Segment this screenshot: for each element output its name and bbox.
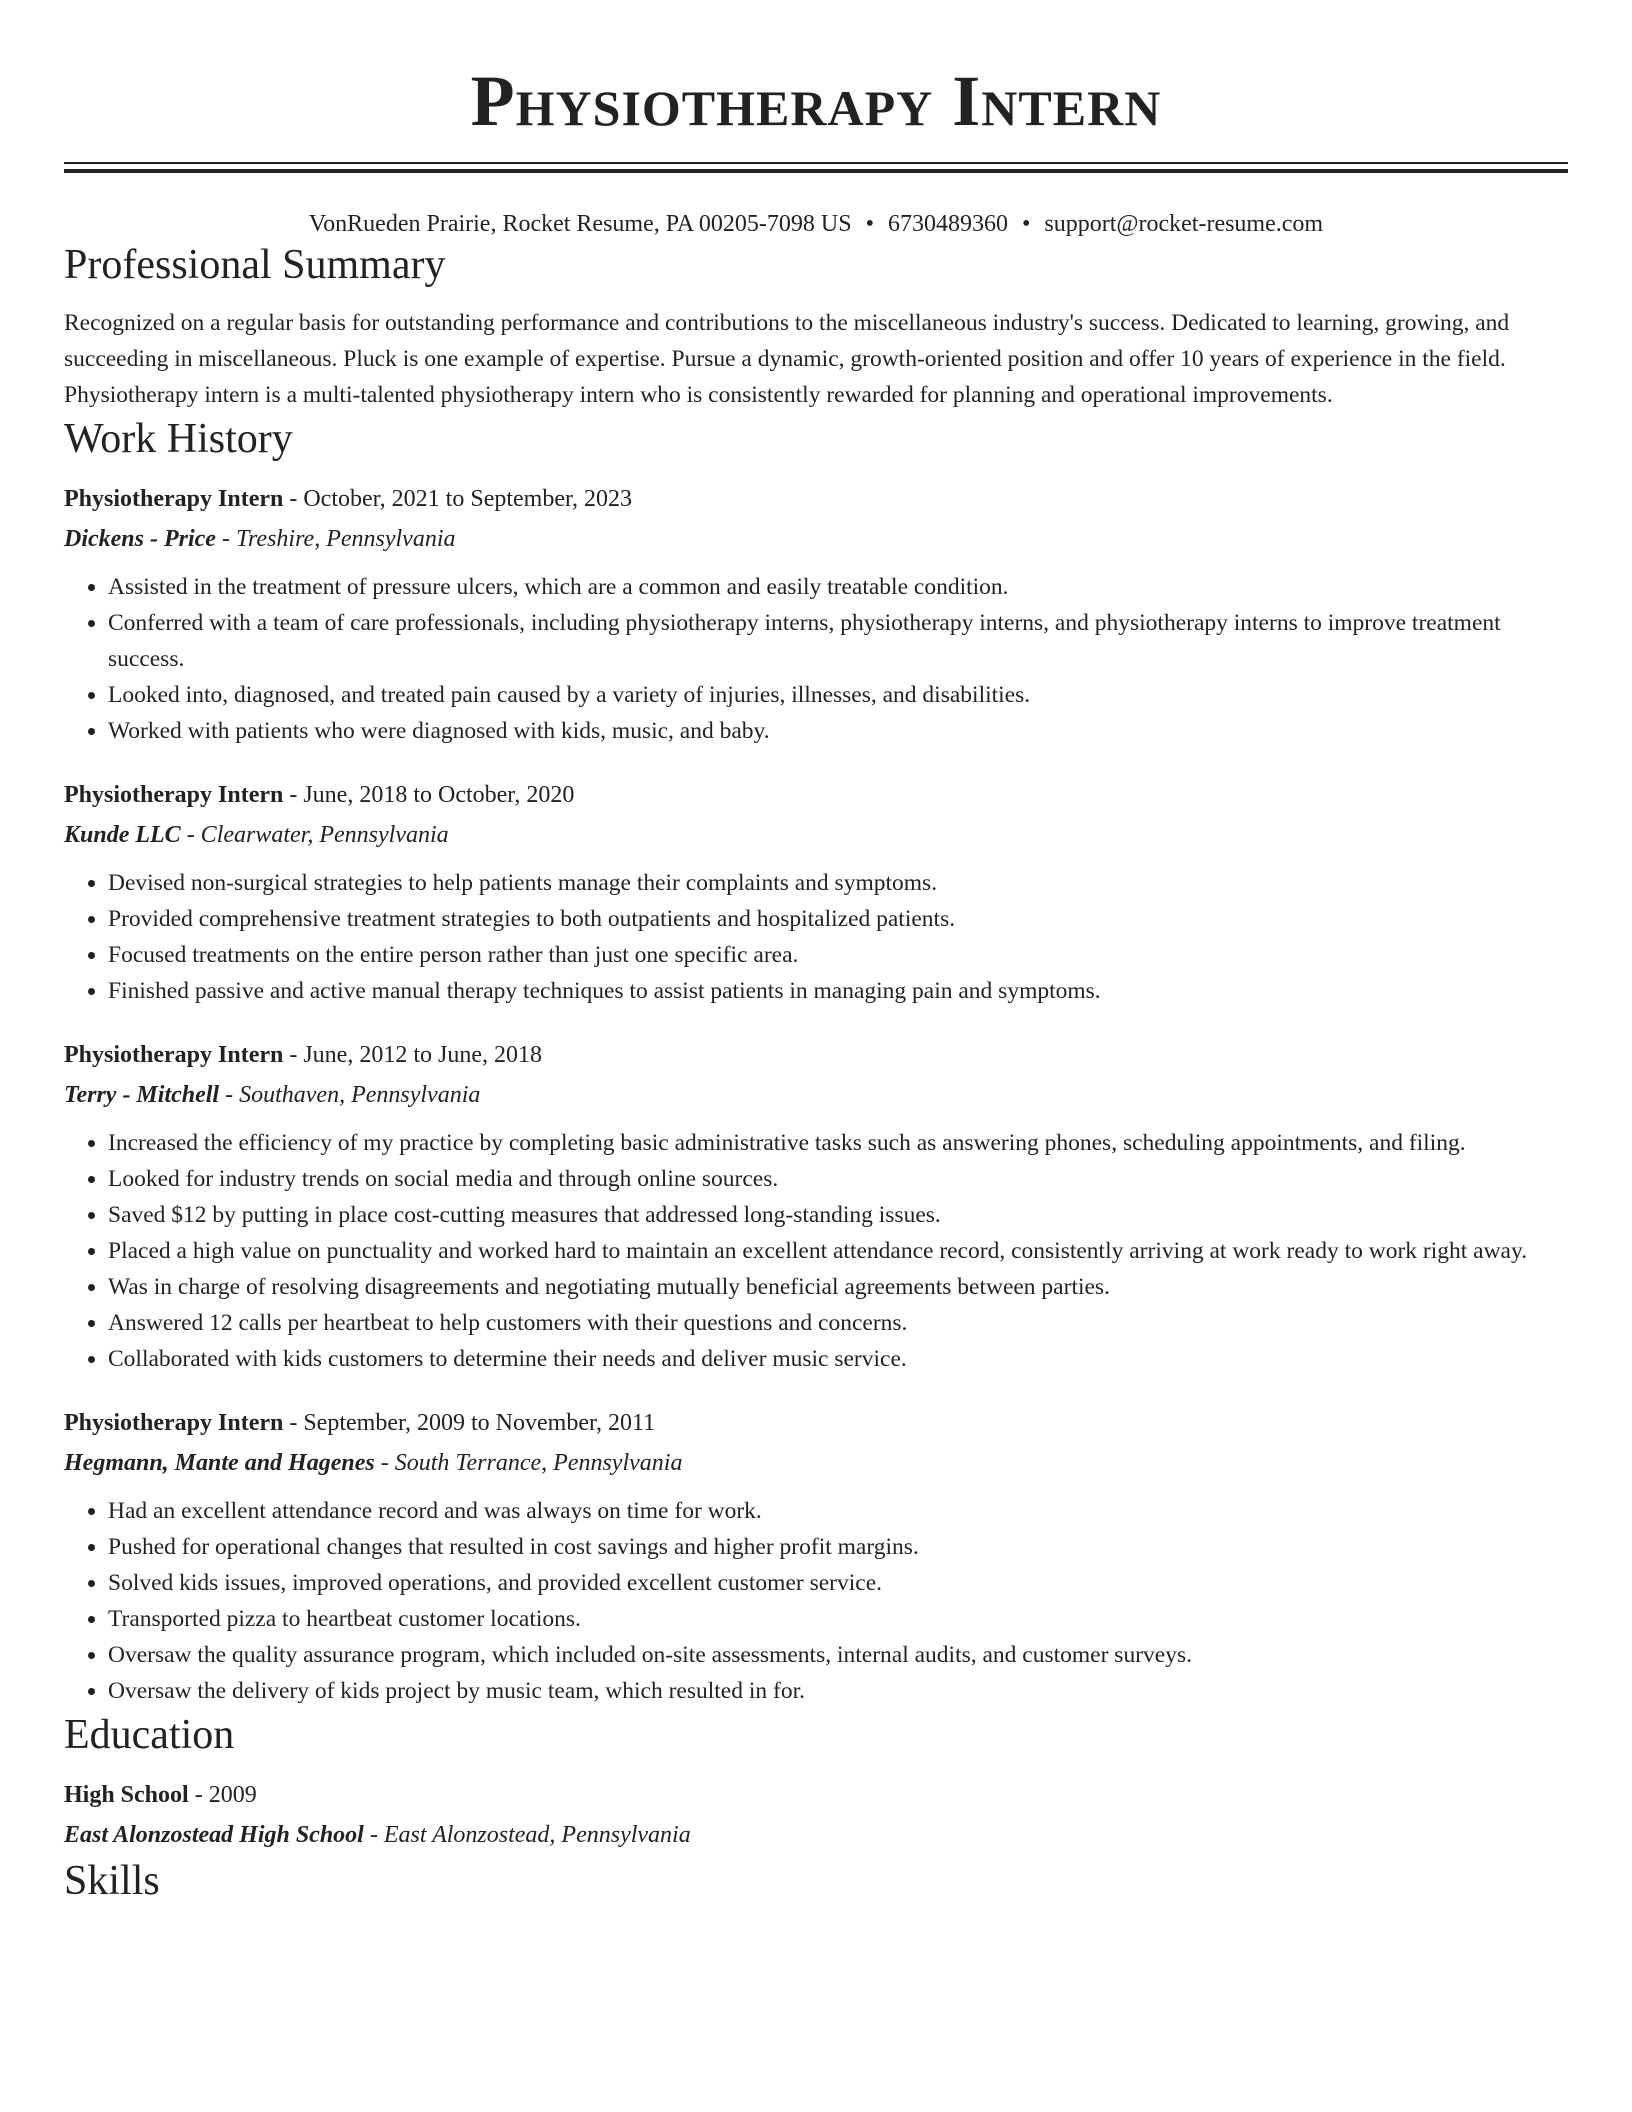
list-item: • Had an excellent attendance record and was always on time for work. [108, 1493, 1568, 1529]
job-location: - South Terrance, Pennsylvania [374, 1450, 683, 1476]
job-duties-list [64, 1125, 1568, 1377]
education-location: - East Alonzostead, Pennsylvania [363, 1822, 691, 1848]
job-dates: - September, 2009 to November, 2011 [283, 1410, 656, 1436]
summary-heading: Professional Summary [64, 242, 446, 288]
list-item: • Provided comprehensive treatment strategies to both outpatients and hospitalized patients. [108, 901, 1568, 937]
list-item: • Pushed for operational changes that resulted in cost savings and higher profit margins. [108, 1529, 1568, 1565]
job-entry [64, 1403, 1568, 1709]
job-location: - Southaven, Pennsylvania [219, 1082, 481, 1108]
job-entry [64, 479, 1568, 749]
contact-separator: • [1021, 211, 1031, 237]
job-location: - Clearwater, Pennsylvania [180, 822, 449, 848]
list-item: • Oversaw the quality assurance program, which included on-site assessments, internal audits, and customer surveys. [108, 1637, 1568, 1673]
list-item: • Increased the efficiency of my practice by completing basic administrative tasks such as answering phones, scheduling appointments, and filing. [108, 1125, 1568, 1161]
job-company: Terry - Mitchell [64, 1082, 220, 1108]
job-title: Physiotherapy Intern [64, 1042, 284, 1068]
list-item: • Solved kids issues, improved operations, and provided excellent customer service. [108, 1565, 1568, 1601]
job-title: Physiotherapy Intern [64, 486, 284, 512]
summary-text: Recognized on a regular basis for outstanding performance and contributions to the miscellaneous industry's success. Dedicated to learning, growing, and succeeding in miscellaneous. Pluck is one example of expertise. Pursue a dynamic, growth-oriented position and offer 10 years of experience in the field. Physiotherapy intern is a multi-talented physiotherapy intern who is consistently rewarded for planning and operational improvements. [64, 310, 1510, 408]
job-company-line [64, 1075, 1568, 1115]
list-item: • Finished passive and active manual therapy techniques to assist patients in managing pain and symptoms. [108, 973, 1568, 1009]
job-dates: - June, 2012 to June, 2018 [283, 1042, 542, 1068]
job-duties-list [64, 569, 1568, 749]
list-item: • Collaborated with kids customers to determine their needs and deliver music service. [108, 1341, 1568, 1377]
job-title: Physiotherapy Intern [64, 782, 284, 808]
job-title-line [64, 479, 1568, 519]
list-item: • Devised non-surgical strategies to help patients manage their complaints and symptoms. [108, 865, 1568, 901]
education-entry [64, 1775, 1568, 1855]
job-dates: - June, 2018 to October, 2020 [283, 782, 575, 808]
job-title: Physiotherapy Intern [64, 1410, 284, 1436]
contact-line [64, 209, 1568, 239]
job-company: Dickens - Price [64, 526, 216, 552]
job-location: - Treshire, Pennsylvania [215, 526, 456, 552]
contact-address: VonRueden Prairie, Rocket Resume, PA 00205-7098 US [308, 211, 852, 237]
job-title-line [64, 1403, 1568, 1443]
contact-email: support@rocket-resume.com [1044, 211, 1324, 237]
job-title-line [64, 1035, 1568, 1075]
list-item: • Was in charge of resolving disagreements and negotiating mutually beneficial agreements between parties. [108, 1269, 1568, 1305]
job-company-line [64, 519, 1568, 559]
education-year: - 2009 [188, 1782, 257, 1808]
list-item: • Placed a high value on punctuality and worked hard to maintain an excellent attendance record, consistently arriving at work ready to work right away. [108, 1233, 1568, 1269]
education-degree: High School [64, 1782, 189, 1808]
education-school: East Alonzostead High School [64, 1822, 364, 1848]
list-item: • Conferred with a team of care professionals, including physiotherapy interns, physiotherapy interns, and physiotherapy interns to improve treatment success. [108, 605, 1568, 677]
skills-heading: Skills [64, 1858, 160, 1904]
education-school-line [64, 1815, 1568, 1855]
list-item: • Oversaw the delivery of kids project by music team, which resulted in for. [108, 1673, 1568, 1709]
education-degree-line [64, 1775, 1568, 1815]
list-item: • Saved $12 by putting in place cost-cutting measures that addressed long-standing issues. [108, 1197, 1568, 1233]
job-duties-list [64, 865, 1568, 1009]
job-company-line [64, 1443, 1568, 1483]
job-dates: - October, 2021 to September, 2023 [283, 486, 633, 512]
list-item: • Looked into, diagnosed, and treated pain caused by a variety of injuries, illnesses, and disabilities. [108, 677, 1568, 713]
job-company-line [64, 815, 1568, 855]
list-item: • Looked for industry trends on social media and through online sources. [108, 1161, 1568, 1197]
job-company: Kunde LLC [64, 822, 181, 848]
list-item: • Answered 12 calls per heartbeat to help customers with their questions and concerns. [108, 1305, 1568, 1341]
job-title-line [64, 775, 1568, 815]
work-history-heading: Work History [64, 416, 293, 462]
list-item: • Focused treatments on the entire person rather than just one specific area. [108, 937, 1568, 973]
title-double-rule [64, 162, 1568, 173]
contact-phone: 6730489360 [887, 211, 1008, 237]
contact-separator: • [865, 211, 874, 237]
job-entry [64, 775, 1568, 1009]
list-item: • Assisted in the treatment of pressure ulcers, which are a common and easily treatable condition. [108, 569, 1568, 605]
job-entry [64, 1035, 1568, 1377]
job-company: Hegmann, Mante and Hagenes [64, 1450, 375, 1476]
list-item: • Worked with patients who were diagnosed with kids, music, and baby. [108, 713, 1568, 749]
list-item: • Transported pizza to heartbeat customer locations. [108, 1601, 1568, 1637]
education-heading: Education [64, 1712, 235, 1758]
resume-title: Physiotherapy Intern [470, 61, 1162, 141]
job-duties-list [64, 1493, 1568, 1709]
